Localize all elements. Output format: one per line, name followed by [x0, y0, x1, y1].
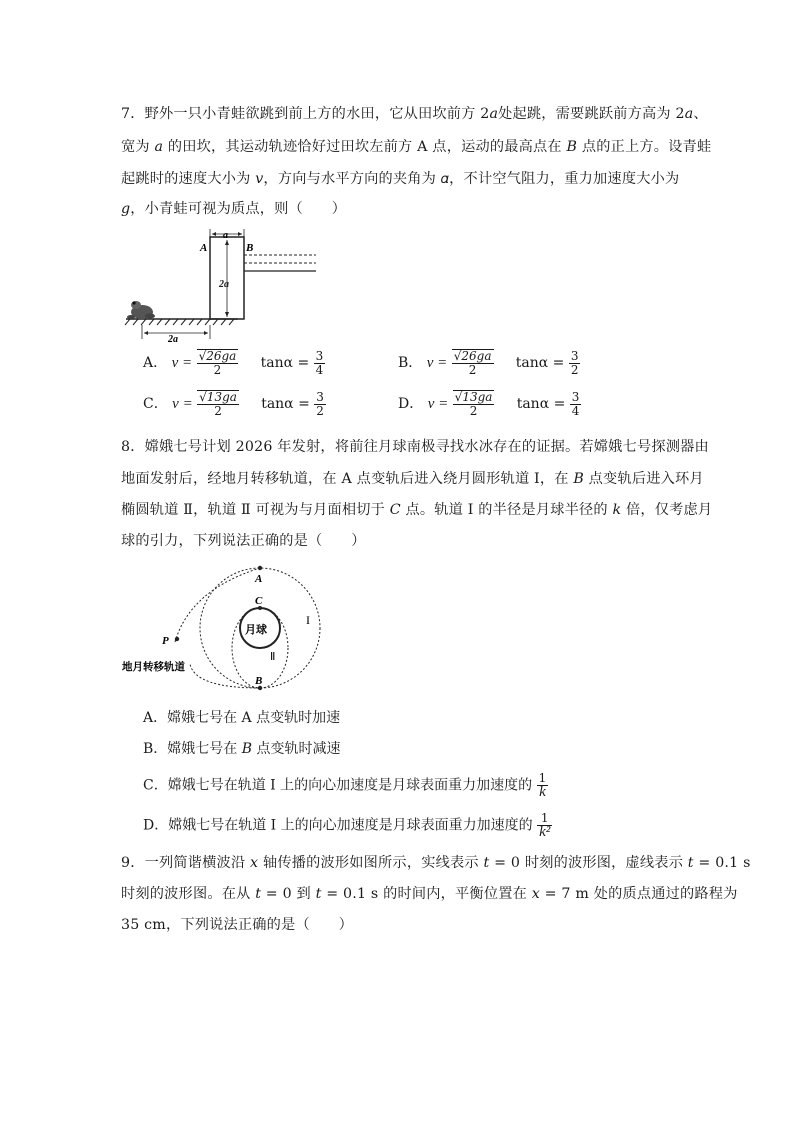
q7-option-b[interactable]	[398, 349, 580, 377]
q7-option-a[interactable]	[143, 349, 325, 377]
option-letter: A．	[143, 355, 168, 371]
v-numerator: √26ga	[198, 349, 237, 363]
tan-symbol: tanα =	[261, 396, 310, 412]
q7-label-B: B	[246, 242, 254, 254]
q8-stem-line-4: 球的引力，下列说法正确的是（ ）	[121, 533, 366, 549]
option-letter: D．	[398, 396, 424, 412]
tan-denominator: 2	[570, 362, 579, 377]
tan-denominator: 4	[315, 362, 324, 377]
q7-label-2a-ground: 2a	[168, 334, 178, 345]
v-symbol: v =	[426, 355, 448, 371]
q7-stem-line-2: 宽为 𝑎 的田坎，其运动轨迹恰好过田坎左前方 A 点，运动的最高点在 𝐵 点的正上方。设青蛙	[121, 139, 712, 155]
q8-option-d[interactable]	[143, 812, 552, 839]
frog-icon	[127, 301, 155, 319]
option-letter: B．	[398, 355, 423, 371]
tan-denominator: 4	[571, 403, 580, 418]
fraction-numerator: 1	[538, 771, 547, 785]
tan-symbol: tanα =	[260, 355, 310, 371]
tan-numerator: 3	[315, 348, 324, 363]
q7-option-d[interactable]	[398, 390, 581, 418]
q7-label-a: a	[223, 230, 228, 241]
v-symbol: v =	[427, 396, 449, 412]
v-denominator: 2	[213, 363, 222, 377]
fraction-numerator: 1	[537, 812, 552, 826]
q8-label-A: A	[255, 573, 263, 585]
fraction-denominator: k²	[539, 824, 551, 840]
q7-stem-line-4: 𝑔，小青蛙可视为质点，则（ ）	[121, 201, 347, 217]
q8-stem-line-1: 8．嫦娥七号计划 2026 年发射，将前往月球南极寻找水冰存在的证据。若嫦娥七号探测器由	[121, 439, 709, 455]
v-symbol: v =	[171, 355, 193, 371]
q8-orbit-figure	[120, 560, 340, 692]
tan-symbol: tanα =	[516, 396, 566, 412]
fraction-denominator: k	[539, 784, 546, 800]
v-denominator: 2	[214, 404, 222, 418]
q8-label-C: C	[255, 595, 263, 607]
v-denominator: 2	[468, 363, 477, 377]
q7-field-ridge-figure	[120, 225, 320, 345]
option-text: D．嫦娥七号在轨道 Ⅰ 上的向心加速度是月球表面重力加速度的	[143, 817, 533, 834]
option-text: C．嫦娥七号在轨道 Ⅰ 上的向心加速度是月球表面重力加速度的	[143, 777, 533, 794]
q9-stem-line-1: 9．一列简谐横波沿 𝑥 轴传播的波形如图所示，实线表示 𝑡 = 0 时刻的波形图，虚线表示 𝑡 = 0.1 s	[121, 855, 751, 871]
q8-label-moon: 月球	[245, 624, 267, 636]
tan-symbol: tanα =	[515, 355, 565, 371]
q9-stem-line-2: 时刻的波形图。在从 𝑡 = 0 到 𝑡 = 0.1 s 的时间内，平衡位置在 𝑥 = 7 m 处的质点通过的路程为	[121, 886, 738, 902]
q8-option-b[interactable]: B．嫦娥七号在 𝐵 点变轨时减速	[143, 741, 341, 757]
option-letter: C．	[143, 396, 168, 412]
q9-stem-line-3: 35 cm，下列说法正确的是（ ）	[121, 917, 354, 933]
q8-stem-line-3: 椭圆轨道 Ⅱ，轨道 Ⅱ 可视为与月面相切于 𝐶 点。轨道 Ⅰ 的半径是月球半径的 𝑘 倍，仅考虑月	[121, 502, 713, 518]
tan-denominator: 2	[316, 403, 324, 418]
q7-label-A: A	[200, 242, 208, 254]
tan-numerator: 3	[571, 389, 580, 404]
tan-numerator: 3	[570, 348, 579, 363]
q8-label-orbit-II: Ⅱ	[270, 651, 276, 663]
q8-option-c[interactable]	[143, 772, 548, 799]
q7-stem-line-3: 起跳时的速度大小为 𝑣，方向与水平方向的夹角为 𝛼，不计空气阻力，重力加速度大小为	[121, 171, 680, 187]
q8-option-a[interactable]: A．嫦娥七号在 A 点变轨时加速	[143, 710, 341, 726]
q8-label-P: P	[162, 635, 169, 647]
q7-option-c[interactable]	[143, 390, 326, 418]
v-denominator: 2	[469, 404, 478, 418]
q8-label-transfer-orbit: 地月转移轨道	[122, 662, 185, 673]
q8-stem-line-2: 地面发射后，经地月转移轨道，在 A 点变轨后进入绕月圆形轨道 Ⅰ，在 𝐵 点变轨后进入环月	[121, 471, 704, 487]
tan-numerator: 3	[316, 389, 324, 404]
q7-stem-line-1: 7．野外一只小青蛙欲跳到前上方的水田，它从田坎前方 2𝑎处起跳，需要跳跃前方高为 2𝑎、	[121, 106, 708, 122]
v-numerator: √13ga	[199, 390, 237, 404]
q8-label-B: B	[255, 675, 263, 687]
v-numerator: √13ga	[454, 390, 493, 404]
q7-label-2a-height: 2a	[219, 279, 229, 290]
v-symbol: v =	[172, 396, 193, 412]
v-numerator: √26ga	[453, 349, 492, 363]
q8-label-orbit-I: I	[306, 613, 310, 627]
